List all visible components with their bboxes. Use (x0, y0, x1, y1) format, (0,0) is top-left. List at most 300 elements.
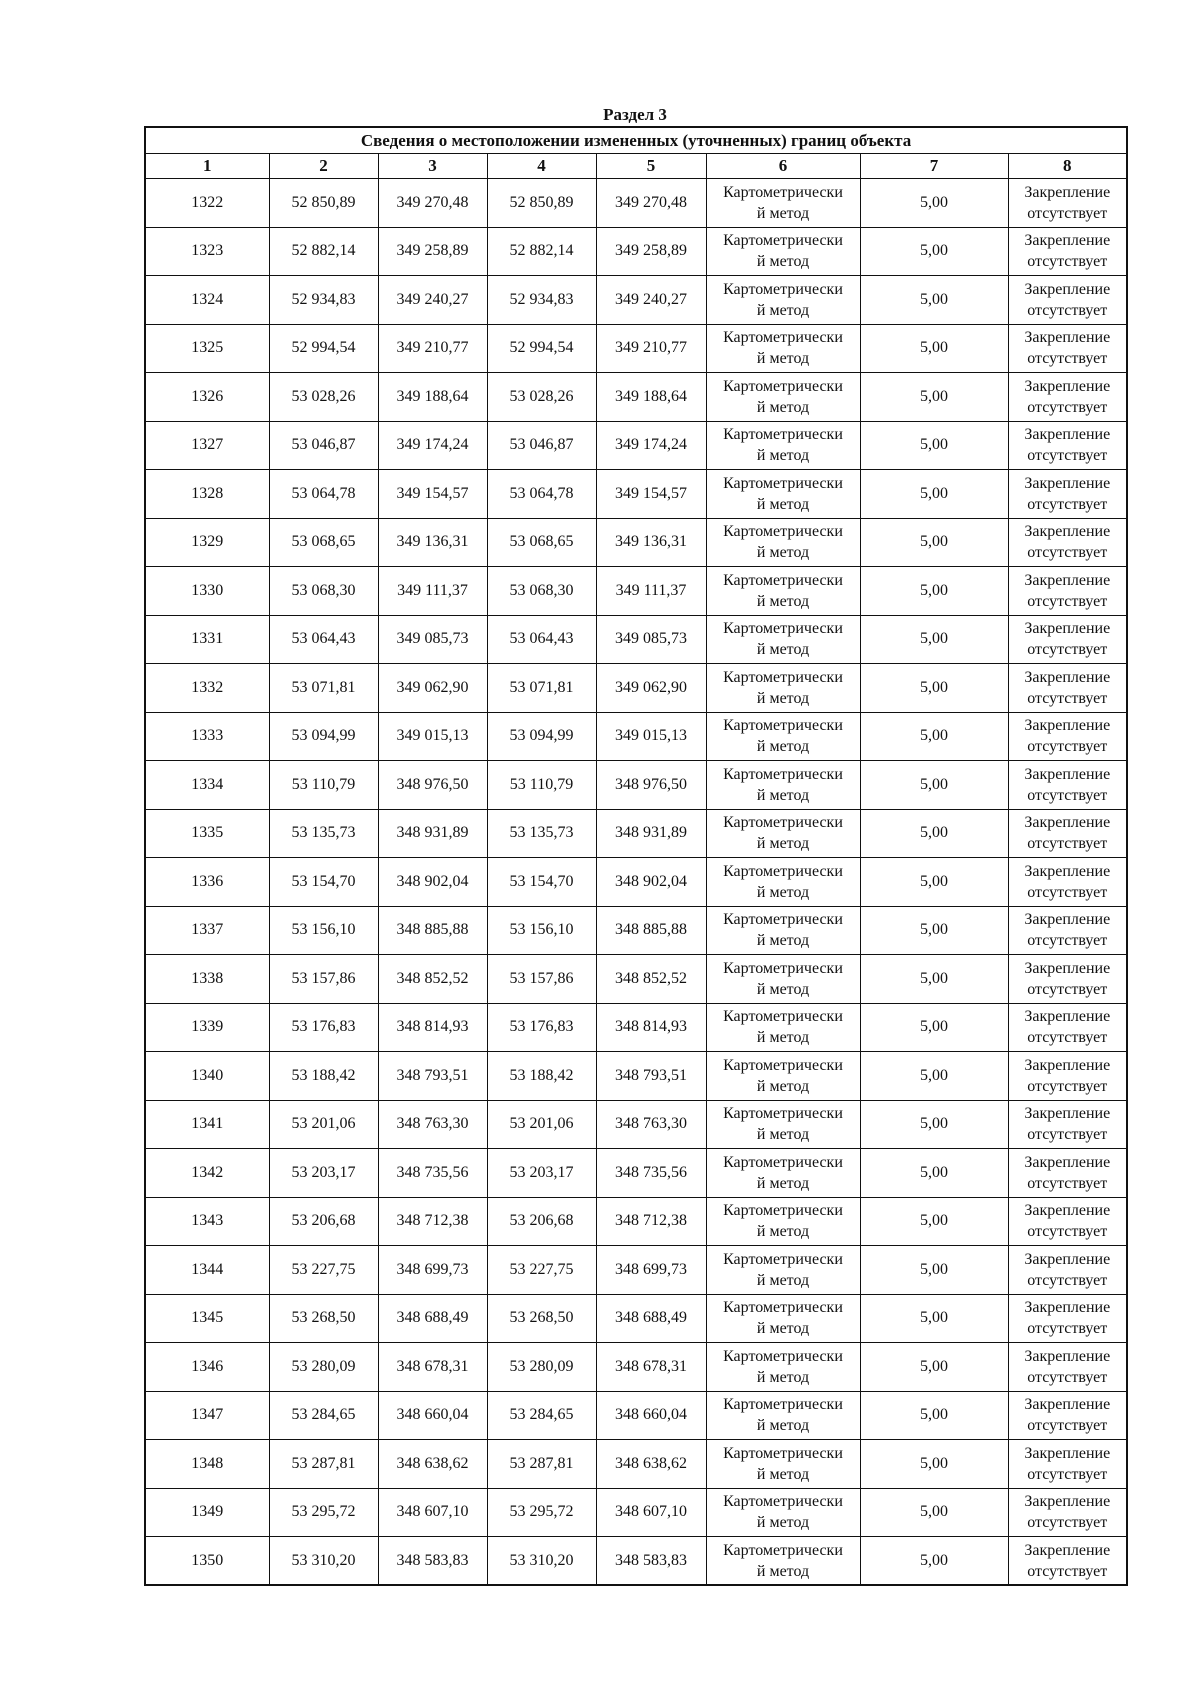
accuracy-cell: 5,00 (860, 906, 1008, 955)
point-number-cell: 1346 (145, 1343, 269, 1392)
coordinate-cell: 53 110,79 (487, 761, 596, 810)
method-text: Картометрически (723, 668, 843, 686)
fixation-cell (1008, 1440, 1127, 1489)
coordinate-cell: 348 688,49 (596, 1294, 706, 1343)
accuracy-cell: 5,00 (860, 955, 1008, 1004)
method-text: й метод (756, 1077, 810, 1095)
method-text: Картометрически (723, 329, 843, 347)
accuracy-cell: 5,00 (860, 567, 1008, 616)
fixation-text: отсутствует (1027, 544, 1108, 562)
method-text: й метод (756, 1174, 810, 1192)
table-row (145, 1488, 1127, 1537)
coordinate-cell: 53 046,87 (269, 421, 378, 470)
method-text: й метод (756, 592, 810, 610)
document-page (144, 104, 1126, 1586)
coordinate-cell: 53 310,20 (269, 1537, 378, 1586)
table-caption: Сведения о местоположении измененных (уточненных) границ объекта (145, 127, 1127, 154)
point-number-cell: 1344 (145, 1246, 269, 1295)
method-text: й метод (756, 641, 810, 659)
method-text: Картометрически (723, 620, 843, 638)
coordinate-cell: 348 976,50 (596, 761, 706, 810)
coordinate-cell: 348 885,88 (378, 906, 487, 955)
point-number-cell: 1323 (145, 227, 269, 276)
method-cell (706, 1294, 860, 1343)
method-text: Картометрически (723, 1056, 843, 1074)
coordinate-cell: 349 015,13 (596, 712, 706, 761)
method-cell (706, 1343, 860, 1392)
table-row (145, 373, 1127, 422)
coordinate-cell: 348 735,56 (596, 1149, 706, 1198)
table-row (145, 809, 1127, 858)
table-row (145, 567, 1127, 616)
point-number-cell: 1337 (145, 906, 269, 955)
column-number: 8 (1008, 154, 1127, 179)
fixation-text: отсутствует (1027, 350, 1108, 368)
accuracy-cell: 5,00 (860, 809, 1008, 858)
coordinate-cell: 349 258,89 (378, 227, 487, 276)
point-number-cell: 1329 (145, 518, 269, 567)
method-cell (706, 1149, 860, 1198)
method-cell (706, 1052, 860, 1101)
table-row (145, 1052, 1127, 1101)
point-number-cell: 1334 (145, 761, 269, 810)
table-row (145, 1343, 1127, 1392)
table-row (145, 227, 1127, 276)
method-cell (706, 276, 860, 325)
coordinate-cell: 53 071,81 (269, 664, 378, 713)
point-number-cell: 1342 (145, 1149, 269, 1198)
fixation-cell (1008, 1149, 1127, 1198)
coordinate-cell: 348 607,10 (378, 1488, 487, 1537)
coordinate-cell: 349 188,64 (378, 373, 487, 422)
coordinate-cell: 53 201,06 (269, 1100, 378, 1149)
table-row (145, 858, 1127, 907)
coordinate-cell: 53 156,10 (487, 906, 596, 955)
method-text: Картометрически (723, 1202, 843, 1220)
coordinate-cell: 348 678,31 (378, 1343, 487, 1392)
method-cell (706, 761, 860, 810)
fixation-text: отсутствует (1027, 641, 1108, 659)
fixation-text: Закрепление (1024, 717, 1111, 735)
point-number-cell: 1326 (145, 373, 269, 422)
coordinate-cell: 53 227,75 (269, 1246, 378, 1295)
coordinate-cell: 348 793,51 (596, 1052, 706, 1101)
method-cell (706, 567, 860, 616)
coordinate-cell: 52 934,83 (487, 276, 596, 325)
method-cell (706, 1440, 860, 1489)
method-text: й метод (756, 1368, 810, 1386)
method-cell (706, 470, 860, 519)
method-cell (706, 1391, 860, 1440)
point-number-cell: 1335 (145, 809, 269, 858)
fixation-cell (1008, 906, 1127, 955)
fixation-text: отсутствует (1027, 689, 1108, 707)
coordinate-cell: 348 712,38 (596, 1197, 706, 1246)
table-row (145, 421, 1127, 470)
table-row (145, 518, 1127, 567)
coordinate-cell: 348 712,38 (378, 1197, 487, 1246)
point-number-cell: 1341 (145, 1100, 269, 1149)
method-text: Картометрически (723, 1299, 843, 1317)
method-text: й метод (756, 301, 810, 319)
method-text: Картометрически (723, 1153, 843, 1171)
coordinate-cell: 348 688,49 (378, 1294, 487, 1343)
fixation-cell (1008, 421, 1127, 470)
fixation-text: Закрепление (1024, 911, 1111, 929)
fixation-text: Закрепление (1024, 183, 1111, 201)
coordinate-cell: 348 902,04 (596, 858, 706, 907)
fixation-text: отсутствует (1027, 1368, 1108, 1386)
accuracy-cell: 5,00 (860, 421, 1008, 470)
coordinate-cell: 349 111,37 (378, 567, 487, 616)
method-text: й метод (756, 1029, 810, 1047)
point-number-cell: 1327 (145, 421, 269, 470)
method-cell (706, 179, 860, 228)
table-row (145, 906, 1127, 955)
fixation-text: Закрепление (1024, 1493, 1111, 1511)
point-number-cell: 1330 (145, 567, 269, 616)
coordinate-cell: 348 852,52 (378, 955, 487, 1004)
method-text: й метод (756, 1126, 810, 1144)
fixation-text: Закрепление (1024, 814, 1111, 832)
method-text: й метод (756, 495, 810, 513)
point-number-cell: 1343 (145, 1197, 269, 1246)
fixation-cell (1008, 567, 1127, 616)
fixation-text: отсутствует (1027, 1320, 1108, 1338)
coordinate-cell: 53 064,78 (269, 470, 378, 519)
coordinate-cell: 53 284,65 (269, 1391, 378, 1440)
accuracy-cell: 5,00 (860, 470, 1008, 519)
fixation-cell (1008, 955, 1127, 1004)
method-text: Картометрически (723, 523, 843, 541)
coordinate-cell: 348 763,30 (596, 1100, 706, 1149)
method-text: Картометрически (723, 959, 843, 977)
coordinate-cell: 53 094,99 (269, 712, 378, 761)
fixation-text: отсутствует (1027, 1514, 1108, 1532)
coordinate-cell: 348 931,89 (596, 809, 706, 858)
fixation-text: Закрепление (1024, 1008, 1111, 1026)
coordinate-cell: 52 994,54 (487, 324, 596, 373)
coordinate-cell: 348 735,56 (378, 1149, 487, 1198)
fixation-text: Закрепление (1024, 1153, 1111, 1171)
point-number-cell: 1324 (145, 276, 269, 325)
fixation-text: Закрепление (1024, 474, 1111, 492)
accuracy-cell: 5,00 (860, 373, 1008, 422)
coordinate-cell: 348 793,51 (378, 1052, 487, 1101)
coordinate-cell: 53 135,73 (487, 809, 596, 858)
coordinate-cell: 349 111,37 (596, 567, 706, 616)
fixation-text: Закрепление (1024, 523, 1111, 541)
coordinate-cell: 349 270,48 (378, 179, 487, 228)
fixation-text: отсутствует (1027, 301, 1108, 319)
coordinate-cell: 53 064,43 (269, 615, 378, 664)
fixation-text: отсутствует (1027, 495, 1108, 513)
method-cell (706, 421, 860, 470)
coordinate-cell: 349 174,24 (378, 421, 487, 470)
fixation-cell (1008, 470, 1127, 519)
point-number-cell: 1333 (145, 712, 269, 761)
method-text: й метод (756, 253, 810, 271)
coordinate-cell: 53 064,78 (487, 470, 596, 519)
table-row (145, 1537, 1127, 1586)
fixation-text: отсутствует (1027, 1271, 1108, 1289)
method-text: Картометрически (723, 717, 843, 735)
method-text: Картометрически (723, 1444, 843, 1462)
table-body (145, 179, 1127, 1586)
coordinate-cell: 348 976,50 (378, 761, 487, 810)
table-row (145, 1100, 1127, 1149)
fixation-cell (1008, 518, 1127, 567)
coordinate-cell: 53 068,30 (269, 567, 378, 616)
coordinate-cell: 348 583,83 (596, 1537, 706, 1586)
coordinate-cell: 53 068,30 (487, 567, 596, 616)
method-cell (706, 1537, 860, 1586)
coordinate-cell: 53 068,65 (487, 518, 596, 567)
table-row (145, 276, 1127, 325)
coordinate-cell: 53 201,06 (487, 1100, 596, 1149)
coordinate-cell: 349 240,27 (378, 276, 487, 325)
fixation-text: Закрепление (1024, 329, 1111, 347)
coordinate-cell: 53 156,10 (269, 906, 378, 955)
coordinate-cell: 53 135,73 (269, 809, 378, 858)
method-text: й метод (756, 398, 810, 416)
method-cell (706, 227, 860, 276)
fixation-cell (1008, 227, 1127, 276)
fixation-text: Закрепление (1024, 1202, 1111, 1220)
fixation-text: Закрепление (1024, 620, 1111, 638)
coordinate-cell: 53 154,70 (269, 858, 378, 907)
fixation-text: отсутствует (1027, 253, 1108, 271)
method-text: й метод (756, 980, 810, 998)
method-text: й метод (756, 350, 810, 368)
method-text: й метод (756, 1514, 810, 1532)
coordinate-cell: 348 660,04 (378, 1391, 487, 1440)
fixation-text: отсутствует (1027, 204, 1108, 222)
accuracy-cell: 5,00 (860, 1052, 1008, 1101)
coordinate-cell: 52 850,89 (487, 179, 596, 228)
method-cell (706, 1197, 860, 1246)
fixation-cell (1008, 858, 1127, 907)
method-text: Картометрически (723, 183, 843, 201)
method-text: Картометрически (723, 1105, 843, 1123)
fixation-text: отсутствует (1027, 883, 1108, 901)
coordinate-cell: 53 028,26 (269, 373, 378, 422)
table-row (145, 1391, 1127, 1440)
coordinate-cell: 53 295,72 (487, 1488, 596, 1537)
fixation-text: отсутствует (1027, 1417, 1108, 1435)
coordinate-cell: 53 280,09 (487, 1343, 596, 1392)
coordinate-cell: 53 154,70 (487, 858, 596, 907)
method-text: Картометрически (723, 862, 843, 880)
method-text: й метод (756, 932, 810, 950)
method-text: й метод (756, 1465, 810, 1483)
method-text: й метод (756, 1562, 810, 1580)
method-text: й метод (756, 786, 810, 804)
fixation-text: Закрепление (1024, 1250, 1111, 1268)
coordinate-cell: 348 699,73 (378, 1246, 487, 1295)
method-text: Картометрически (723, 1493, 843, 1511)
method-text: й метод (756, 738, 810, 756)
method-text: Картометрически (723, 765, 843, 783)
fixation-cell (1008, 1537, 1127, 1586)
accuracy-cell: 5,00 (860, 1246, 1008, 1295)
fixation-cell (1008, 1003, 1127, 1052)
coordinate-cell: 52 934,83 (269, 276, 378, 325)
point-number-cell: 1328 (145, 470, 269, 519)
accuracy-cell: 5,00 (860, 664, 1008, 713)
accuracy-cell: 5,00 (860, 518, 1008, 567)
fixation-text: отсутствует (1027, 932, 1108, 950)
coordinate-cell: 53 157,86 (487, 955, 596, 1004)
coordinate-cell: 349 062,90 (596, 664, 706, 713)
coordinate-cell: 53 068,65 (269, 518, 378, 567)
method-cell (706, 324, 860, 373)
coordinate-cell: 53 046,87 (487, 421, 596, 470)
coordinate-cell: 53 094,99 (487, 712, 596, 761)
coordinate-cell: 53 206,68 (269, 1197, 378, 1246)
table-row (145, 179, 1127, 228)
method-text: й метод (756, 544, 810, 562)
coordinate-cell: 53 188,42 (487, 1052, 596, 1101)
accuracy-cell: 5,00 (860, 1440, 1008, 1489)
fixation-text: Закрепление (1024, 765, 1111, 783)
accuracy-cell: 5,00 (860, 712, 1008, 761)
fixation-cell (1008, 1197, 1127, 1246)
fixation-text: отсутствует (1027, 980, 1108, 998)
accuracy-cell: 5,00 (860, 1149, 1008, 1198)
fixation-text: отсутствует (1027, 1562, 1108, 1580)
table-row (145, 470, 1127, 519)
fixation-text: Закрепление (1024, 426, 1111, 444)
method-text: й метод (756, 1417, 810, 1435)
coordinate-cell: 53 071,81 (487, 664, 596, 713)
accuracy-cell: 5,00 (860, 276, 1008, 325)
coordinate-cell: 53 268,50 (269, 1294, 378, 1343)
coordinate-cell: 53 284,65 (487, 1391, 596, 1440)
fixation-text: Закрепление (1024, 1299, 1111, 1317)
method-cell (706, 1003, 860, 1052)
fixation-text: Закрепление (1024, 862, 1111, 880)
fixation-cell (1008, 1100, 1127, 1149)
method-text: й метод (756, 1320, 810, 1338)
fixation-cell (1008, 1391, 1127, 1440)
fixation-text: Закрепление (1024, 1105, 1111, 1123)
table-row (145, 761, 1127, 810)
table-row (145, 664, 1127, 713)
method-text: Картометрически (723, 1008, 843, 1026)
method-text: Картометрически (723, 1541, 843, 1559)
column-number: 5 (596, 154, 706, 179)
coordinate-cell: 348 885,88 (596, 906, 706, 955)
point-number-cell: 1345 (145, 1294, 269, 1343)
fixation-text: отсутствует (1027, 835, 1108, 853)
fixation-text: отсутствует (1027, 592, 1108, 610)
fixation-cell (1008, 179, 1127, 228)
fixation-text: отсутствует (1027, 786, 1108, 804)
accuracy-cell: 5,00 (860, 761, 1008, 810)
coordinate-cell: 349 062,90 (378, 664, 487, 713)
coordinate-cell: 349 270,48 (596, 179, 706, 228)
coordinate-cell: 348 678,31 (596, 1343, 706, 1392)
coordinate-cell: 348 852,52 (596, 955, 706, 1004)
accuracy-cell: 5,00 (860, 179, 1008, 228)
point-number-cell: 1340 (145, 1052, 269, 1101)
coordinate-cell: 349 174,24 (596, 421, 706, 470)
table-row (145, 324, 1127, 373)
method-text: Картометрически (723, 571, 843, 589)
coordinate-cell: 349 188,64 (596, 373, 706, 422)
coordinate-cell: 53 203,17 (269, 1149, 378, 1198)
coordinate-cell: 53 287,81 (269, 1440, 378, 1489)
coordinate-cell: 348 814,93 (378, 1003, 487, 1052)
coordinate-cell: 348 583,83 (378, 1537, 487, 1586)
accuracy-cell: 5,00 (860, 227, 1008, 276)
fixation-cell (1008, 615, 1127, 664)
point-number-cell: 1339 (145, 1003, 269, 1052)
coordinate-cell: 52 882,14 (487, 227, 596, 276)
accuracy-cell: 5,00 (860, 1003, 1008, 1052)
accuracy-cell: 5,00 (860, 858, 1008, 907)
method-cell (706, 1246, 860, 1295)
method-cell (706, 664, 860, 713)
method-cell (706, 518, 860, 567)
point-number-cell: 1338 (145, 955, 269, 1004)
method-text: Картометрически (723, 280, 843, 298)
coordinate-cell: 349 240,27 (596, 276, 706, 325)
fixation-text: Закрепление (1024, 377, 1111, 395)
method-cell (706, 1488, 860, 1537)
fixation-cell (1008, 761, 1127, 810)
accuracy-cell: 5,00 (860, 324, 1008, 373)
table-row (145, 712, 1127, 761)
point-number-cell: 1349 (145, 1488, 269, 1537)
fixation-text: отсутствует (1027, 447, 1108, 465)
coordinate-cell: 349 154,57 (596, 470, 706, 519)
column-number: 6 (706, 154, 860, 179)
fixation-text: Закрепление (1024, 1541, 1111, 1559)
coordinate-cell: 349 210,77 (378, 324, 487, 373)
fixation-text: Закрепление (1024, 1396, 1111, 1414)
method-cell (706, 373, 860, 422)
fixation-text: Закрепление (1024, 571, 1111, 589)
method-text: й метод (756, 1223, 810, 1241)
coordinate-cell: 348 699,73 (596, 1246, 706, 1295)
coordinate-cell: 53 280,09 (269, 1343, 378, 1392)
fixation-text: отсутствует (1027, 1174, 1108, 1192)
accuracy-cell: 5,00 (860, 1488, 1008, 1537)
fixation-cell (1008, 664, 1127, 713)
coordinate-cell: 349 015,13 (378, 712, 487, 761)
coordinate-cell: 348 660,04 (596, 1391, 706, 1440)
fixation-cell (1008, 712, 1127, 761)
method-text: й метод (756, 883, 810, 901)
fixation-cell (1008, 324, 1127, 373)
fixation-text: отсутствует (1027, 1126, 1108, 1144)
coordinate-cell: 349 085,73 (596, 615, 706, 664)
method-text: й метод (756, 447, 810, 465)
fixation-cell (1008, 1294, 1127, 1343)
method-cell (706, 858, 860, 907)
method-text: Картометрически (723, 232, 843, 250)
method-cell (706, 955, 860, 1004)
coordinate-cell: 348 607,10 (596, 1488, 706, 1537)
method-cell (706, 712, 860, 761)
fixation-cell (1008, 809, 1127, 858)
method-text: Картометрически (723, 377, 843, 395)
boundary-table (144, 126, 1128, 1586)
coordinate-cell: 349 258,89 (596, 227, 706, 276)
fixation-text: Закрепление (1024, 668, 1111, 686)
